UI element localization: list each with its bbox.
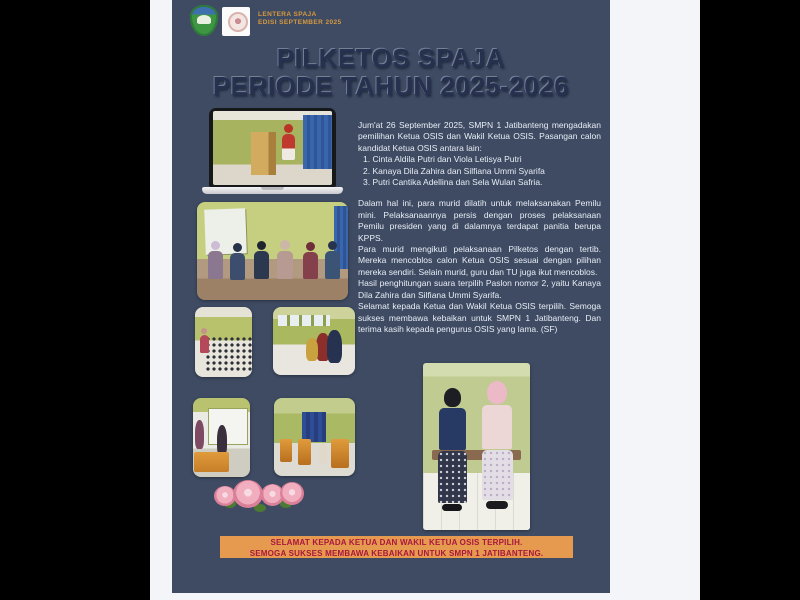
masthead [172,0,610,42]
candidate-item [363,177,601,188]
figure-skirt [438,451,467,503]
student-figure [195,420,204,448]
congrats-banner [220,536,573,558]
figure-body [254,251,269,279]
figure-body [200,335,209,353]
figure-head [487,381,507,404]
voting-booth [298,439,311,466]
osis-logo-icon [222,7,250,36]
classroom-photo-3 [193,398,250,477]
candidates-group-photo [197,202,348,300]
voting-booth [331,439,349,469]
classroom-photo-1 [195,307,252,377]
classroom-photo-4 [274,398,355,476]
pink-roses-decoration-icon [214,478,302,522]
figure-head [306,242,315,251]
article-paragraph: Selamat kepada Ketua dan Wakil Ketua OSIS terpilih. Semoga sukses membawa kebaikan untuk SMPN 1 Jatibanteng. Dan terima kasih kepada pengurus OSIS yang lama. (SF) [358,301,601,334]
windows [278,315,330,326]
figure-body [482,405,512,449]
figure-body [439,408,466,450]
figure-shoes [486,501,508,509]
candidate-name: Putri Cantika Adellina dan Sela Wulan Safria. [372,177,543,188]
figure-head [328,241,337,250]
seated-figure-4 [277,240,293,279]
poster-title-line2: PERIODE TAHUN 2025-2026 [212,71,570,101]
article-intro: Jum'at 26 September 2025, SMPN 1 Jatibanteng mengadakan pemilihan Ketua OSIS dan Wakil Ketua OSIS. Pasangan calon kandidat Ketua OSIS antara lain: [358,120,601,153]
candidate-item [363,154,601,165]
figure-body [230,253,245,280]
figure-head [211,241,220,250]
voting-table [306,338,318,361]
figure-body [325,251,340,279]
figure-body [277,251,293,279]
podium [251,132,276,175]
figure-head [201,328,207,334]
orange-table [194,452,229,473]
whiteboard [209,409,247,444]
figure-head [257,241,266,250]
seated-figure-1 [208,241,223,279]
figure-head [284,124,293,133]
seated-figure-3 [254,241,269,279]
figure-head [233,243,242,252]
banner-line2: SEMOGA SUKSES MEMBAWA KEBAIKAN UNTUK SMPN 1 JATIBANTENG. [249,548,544,558]
winners-photo [423,363,530,530]
speaker-figure [282,124,295,160]
osis-emblem-icon [228,12,248,32]
figure-body [282,134,295,160]
ballot-box [319,443,327,463]
seated-figure-2 [230,243,245,280]
figure-head [280,240,290,250]
poster-title-line1: PILKETOS SPAJA [276,43,506,73]
curtain [303,115,332,168]
curtain [302,412,326,442]
laptop-notch [261,187,284,190]
article-body [358,198,601,335]
figure-body [208,251,223,279]
seated-figure-6 [325,241,340,279]
brand-block [258,11,342,26]
speech-photo [213,111,332,185]
candidate-number: 3. [363,177,371,188]
candidate-number: 2. [363,165,371,176]
candidate-list [363,154,601,188]
laptop-base [202,187,343,194]
candidate-name: Cinta Aldila Putri dan Viola Letisya Putri [372,154,522,165]
teacher-figure [200,328,209,353]
winner-figure-2 [482,381,513,509]
candidate-item [363,166,601,177]
figure-shoes [442,504,462,511]
student-figure [327,330,342,363]
banner-line1: SELAMAT KEPADA KETUA DAN WAKIL KETUA OSIS TERPILIH. [270,538,523,547]
voting-booth [280,439,291,462]
seated-figure-5 [303,242,318,279]
student-crowd [205,336,252,372]
figure-skirt [482,450,513,500]
poster-title [172,44,610,100]
article-paragraph: Para murid mengikuti pelaksanaan Pilketos dengan tertib. Mereka mencoblos calon Ketua OSIS sesuai dengan pilihan mereka sendiri. Selain murid, guru dan TU juga ikut mencoblos. [358,244,601,277]
laptop-screen [209,108,336,187]
article-text [358,120,601,335]
newsletter-poster [172,0,610,593]
article-paragraph: Hasil penghitungan suara terpilih Paslon nomor 2, yaitu Kanaya Dila Zahira dan Silfiana Ummi Syarifa. [358,278,601,300]
brand-title: LENTERA SPAJA [258,11,317,18]
candidate-number: 1. [363,154,371,165]
brand-edition: EDISI SEPTEMBER 2025 [258,18,342,26]
laptop-mockup [202,108,343,194]
candidate-name: Kanaya Dila Zahira dan Silfiana Ummi Syarifa [372,165,545,176]
figure-head [444,388,461,407]
figure-body [303,252,318,279]
crest-emblem-icon [197,15,211,24]
school-crest-icon [190,5,218,36]
rose-icon [233,480,263,508]
rose-icon [280,482,304,505]
classroom-photo-2 [273,307,355,375]
article-paragraph: Dalam hal ini, para murid dilatih untuk melaksanakan Pemilu mini. Pelaksanaannya persis dengan proses pelaksanaan Pemilu presiden yang di dalamnya terdapat panitia berupa KPPS. [358,198,601,243]
winner-figure-1 [438,388,467,511]
